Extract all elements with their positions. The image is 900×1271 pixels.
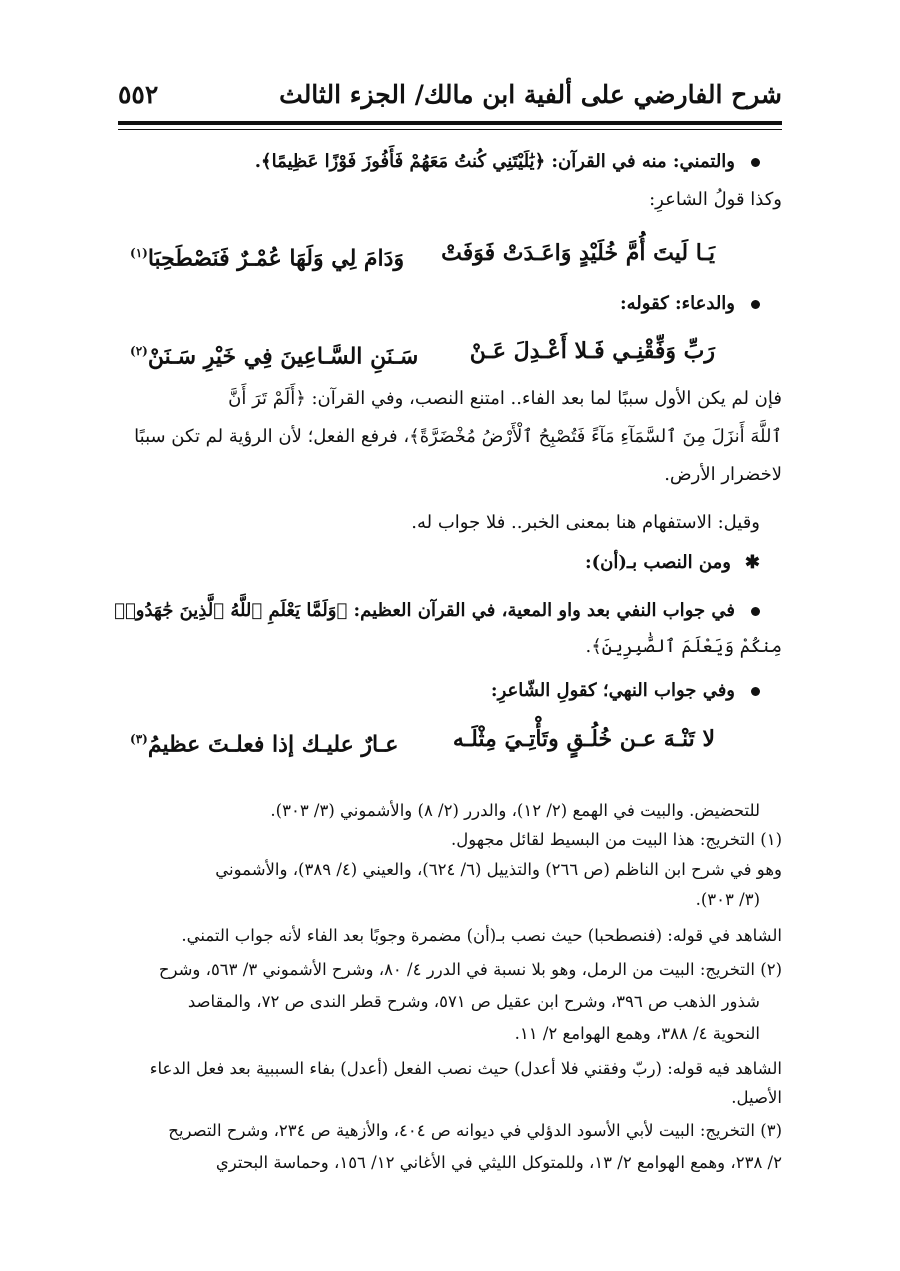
header-rule-thick (118, 121, 782, 125)
text-line: وقيل: الاستفهام هنا بمعنى الخبر.. فلا جواب له. (411, 512, 760, 533)
text-line: ٱللَّهَ أَنزَلَ مِنَ ٱلسَّمَآءِ مَآءً فَتُصْبِحُ ٱلْأَرْضُ مُخْضَرَّةً﴾، فرفع الفعل؛ لأن الرؤية لم تكن سببًا (134, 426, 782, 447)
asterisk-icon: ✱ (744, 552, 760, 573)
bullet-icon (751, 687, 760, 696)
header-rule-thin (118, 129, 782, 130)
verse-hemistich-second: وَدَامَ لِي وَلَهَا عُمْـرٌ فَنَصْطَحِبَا$^{(١)}$ (130, 245, 405, 272)
footnote-line: للتحضيض. والبيت في الهمع (٢/ ١٢)، والدرر (٢/ ٨) والأشموني (٣/ ٣٠٣). (270, 801, 760, 820)
verse-hemistich-second: سَـنَنِ السَّـاعِينَ فِي خَيْرِ سَـنَنْ$^{(٢)}$ (130, 343, 419, 370)
verse-hemistich-first: يَـا لَيتَ أُمَّ خُلَيْدٍ وَاعَـدَتْ فَوَفَتْ (441, 240, 715, 266)
footnote-line: الأصيل. (731, 1088, 782, 1107)
text-line: وكذا قولُ الشاعرِ: (649, 189, 782, 210)
bullet-icon (751, 300, 760, 309)
footnote-line: النحوية ٤/ ٣٨٨، وهمع الهوامع ٢/ ١١. (514, 1024, 760, 1043)
page-header (118, 72, 782, 120)
footnote-line: شذور الذهب ص ٣٩٦، وشرح ابن عقيل ص ٥٧١، وشرح قطر الندى ص ٧٢، والمقاصد (187, 992, 760, 1011)
text-line: والتمني: منه في القرآن: ﴿يَٰلَيْتَنِي كُنتُ مَعَهُمْ فَأَفُوزَ فَوْزًا عَظِيمًا﴾. (118, 147, 760, 177)
page-number: ٥٥٢ (118, 80, 159, 109)
text-line: مِنكُمْ وَيَعْلَمَ ٱلصَّٰبِرِينَ﴾. (585, 636, 782, 657)
text-line: وفي جواب النهي؛ كقولِ الشّاعرِ: (118, 676, 760, 706)
verse-hemistich-second: عـارٌ عليـك إذا فعلـتَ عظيمُ$^{(٣)}$ (130, 731, 399, 758)
bullet-icon (751, 158, 760, 167)
footnote-line: وهو في شرح ابن الناظم (ص ٢٦٦) والتذييل (٦/ ٦٢٤)، والعيني (٤/ ٣٨٩)، والأشموني (215, 860, 782, 879)
footnote-line: (١) التخريج: هذا البيت من البسيط لقائل مجهول. (450, 830, 782, 849)
footnote-line: ٢/ ٢٣٨، وهمع الهوامع ٢/ ١٣، وللمتوكل الليثي في الأغاني ١٢/ ١٥٦، وحماسة البحتري (215, 1153, 782, 1172)
footnote-marker: (٢) (130, 344, 148, 358)
text-line: لاخضرار الأرض. (664, 464, 782, 485)
footnote-line: (٣/ ٣٠٣). (695, 890, 760, 909)
bullet-icon (751, 607, 760, 616)
verse-hemistich-first: لا تَنْـهَ عـن خُلُـقٍ وتَأْتِـيَ مِثْلَـه (452, 726, 715, 752)
footnote-marker: (٣) (130, 732, 148, 746)
footnote-line: (٣) التخريج: البيت لأبي الأسود الدؤلي في ديوانه ص ٤٠٤، والأزهية ص ٢٣٤، وشرح التصريح (168, 1121, 782, 1140)
text-line: ✱ومن النصب بـ(أن): (584, 552, 760, 573)
verse-hemistich-first: رَبِّ وَفِّقْنِـي فَـلا أَعْـدِلَ عَـنْ (469, 338, 715, 364)
footnote-line: الشاهد فيه قوله: (ربّ وفقني فلا أعدل) حيث نصب الفعل (أعدل) بفاء السببية بعد فعل الدعاء (149, 1059, 782, 1078)
text-line: في جواب النفي بعد واو المعية، في القرآن العظيم: ﴿وَلَمَّا يَعْلَمِ ٱللَّهُ ٱلَّذِينَ جَٰهَدُوا۟ (118, 596, 760, 626)
text-line: فإن لم يكن الأول سببًا لما بعد الفاء.. امتنع النصب، وفي القرآن: ﴿أَلَمْ تَرَ أَنَّ (228, 388, 782, 409)
footnote-marker: (١) (130, 246, 148, 260)
footnote-line: (٢) التخريج: البيت من الرمل، وهو بلا نسبة في الدرر ٤/ ٨٠، وشرح الأشموني ٣/ ٥٦٣، وشرح (158, 960, 782, 979)
text-line: والدعاء: كقوله: (118, 289, 760, 319)
footnote-line: الشاهد في قوله: (فنصطحبا) حيث نصب بـ(أن) مضمرة وجوبًا بعد الفاء لأنه جواب التمني. (181, 926, 782, 945)
running-title: شرح الفارضي على ألفية ابن مالك/ الجزء الثالث (279, 80, 782, 109)
